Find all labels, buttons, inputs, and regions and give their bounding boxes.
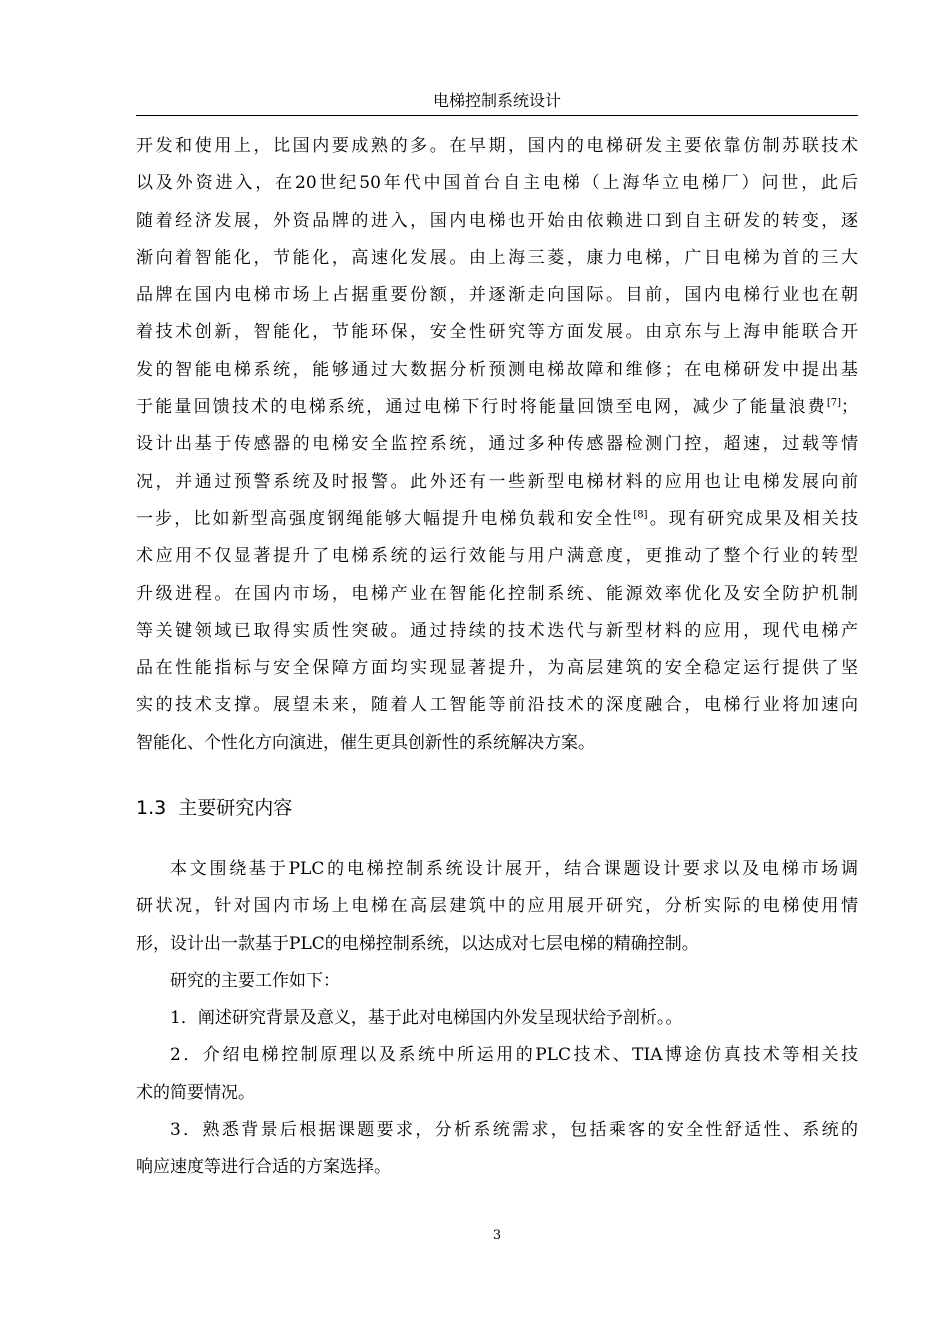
paragraph-line: 术应用不仅显著提升了电梯系统的运行效能与用户满意度，更推动了整个行业的转型 <box>136 546 858 567</box>
work-item-2: 2．介绍电梯控制原理以及系统中所运用的PLC技术、TIA博途仿真技术等相关技 <box>170 1045 858 1066</box>
paragraph-line: 设计出基于传感器的电梯安全监控系统，通过多种传感器检测门控，超速，过载等情 <box>136 434 858 455</box>
citation-marker: [7] <box>826 397 841 409</box>
intro-line: 研状况，针对国内市场上电梯在高层建筑中的应用展开研究，分析实际的电梯使用情 <box>136 896 858 917</box>
work-item-1: 1．阐述研究背景及意义，基于此对电梯国内外发呈现状给予剖析。。 <box>170 1008 683 1029</box>
paragraph-line: 一步，比如新型高强度钢绳能够大幅提升电梯负载和安全性[8]。现有研究成果及相关技 <box>136 508 858 529</box>
work-item-3-cont: 响应速度等进行合适的方案选择。 <box>136 1157 391 1178</box>
intro-line: 本文围绕基于PLC的电梯控制系统设计展开，结合课题设计要求以及电梯市场调 <box>170 859 858 879</box>
work-intro: 研究的主要工作如下： <box>170 970 340 991</box>
paragraph-line: 等关键领域已取得实质性突破。通过持续的技术迭代与新型材料的应用，现代电梯产 <box>136 620 858 641</box>
paragraph-line: 发的智能电梯系统，能够通过大数据分析预测电梯故障和维修；在电梯研发中提出基 <box>136 359 858 380</box>
work-item-3: 3．熟悉背景后根据课题要求，分析系统需求，包括乘客的安全性舒适性、系统的 <box>170 1120 858 1141</box>
paragraph-line: 升级进程。在国内市场，电梯产业在智能化控制系统、能源效率优化及安全防护机制 <box>136 583 858 604</box>
paragraph-line: 况，并通过预警系统及时报警。此外还有一些新型电梯材料的应用也让电梯发展向前 <box>136 471 858 492</box>
paragraph-line: 以及外资进入，在20世纪50年代中国首台自主电梯（上海华立电梯厂）问世，此后 <box>136 173 858 194</box>
section-heading <box>136 790 292 826</box>
paragraph-line: 实的技术支撑。展望未来，随着人工智能等前沿技术的深度融合，电梯行业将加速向 <box>136 695 858 716</box>
intro-line: 形，设计出一款基于PLC的电梯控制系统，以达成对七层电梯的精确控制。 <box>136 933 699 954</box>
paragraph-line: 着技术创新，智能化，节能环保，安全性研究等方面发展。由京东与上海申能联合开 <box>136 322 858 343</box>
paragraph-line: 渐向着智能化，节能化，高速化发展。由上海三菱，康力电梯，广日电梯为首的三大 <box>136 247 858 268</box>
page-header-title: 电梯控制系统设计 <box>432 91 561 110</box>
paragraph-line: 开发和使用上，比国内要成熟的多。在早期，国内的电梯研发主要依靠仿制苏联技术 <box>136 136 858 156</box>
paragraph-line: 品在性能指标与安全保障方面均实现显著提升，为高层建筑的安全稳定运行提供了坚 <box>136 658 858 679</box>
continued-paragraph <box>136 128 858 762</box>
work-item-2-cont: 术的简要情况。 <box>136 1082 255 1103</box>
section-title: 主要研究内容 <box>178 797 293 819</box>
paragraph-line: 智能化、个性化方向演进，催生更具创新性的系统解决方案。 <box>136 732 595 753</box>
citation-marker: [8] <box>633 509 648 521</box>
paragraph-line: 随着经济发展，外资品牌的进入，国内电梯也开始由依赖进口到自主研发的转变，逐 <box>136 210 858 231</box>
header-rule <box>136 115 858 116</box>
section-number: 1.3 <box>136 797 167 819</box>
paragraph-line: 品牌在国内电梯市场上占据重要份额，并逐渐走向国际。目前，国内电梯行业也在朝 <box>136 285 858 306</box>
section-body <box>136 851 858 1187</box>
paragraph-line: 于能量回馈技术的电梯系统，通过电梯下行时将能量回馈至电网，减少了能量浪费[7]； <box>136 397 858 418</box>
page-number: 3 <box>492 1228 502 1243</box>
